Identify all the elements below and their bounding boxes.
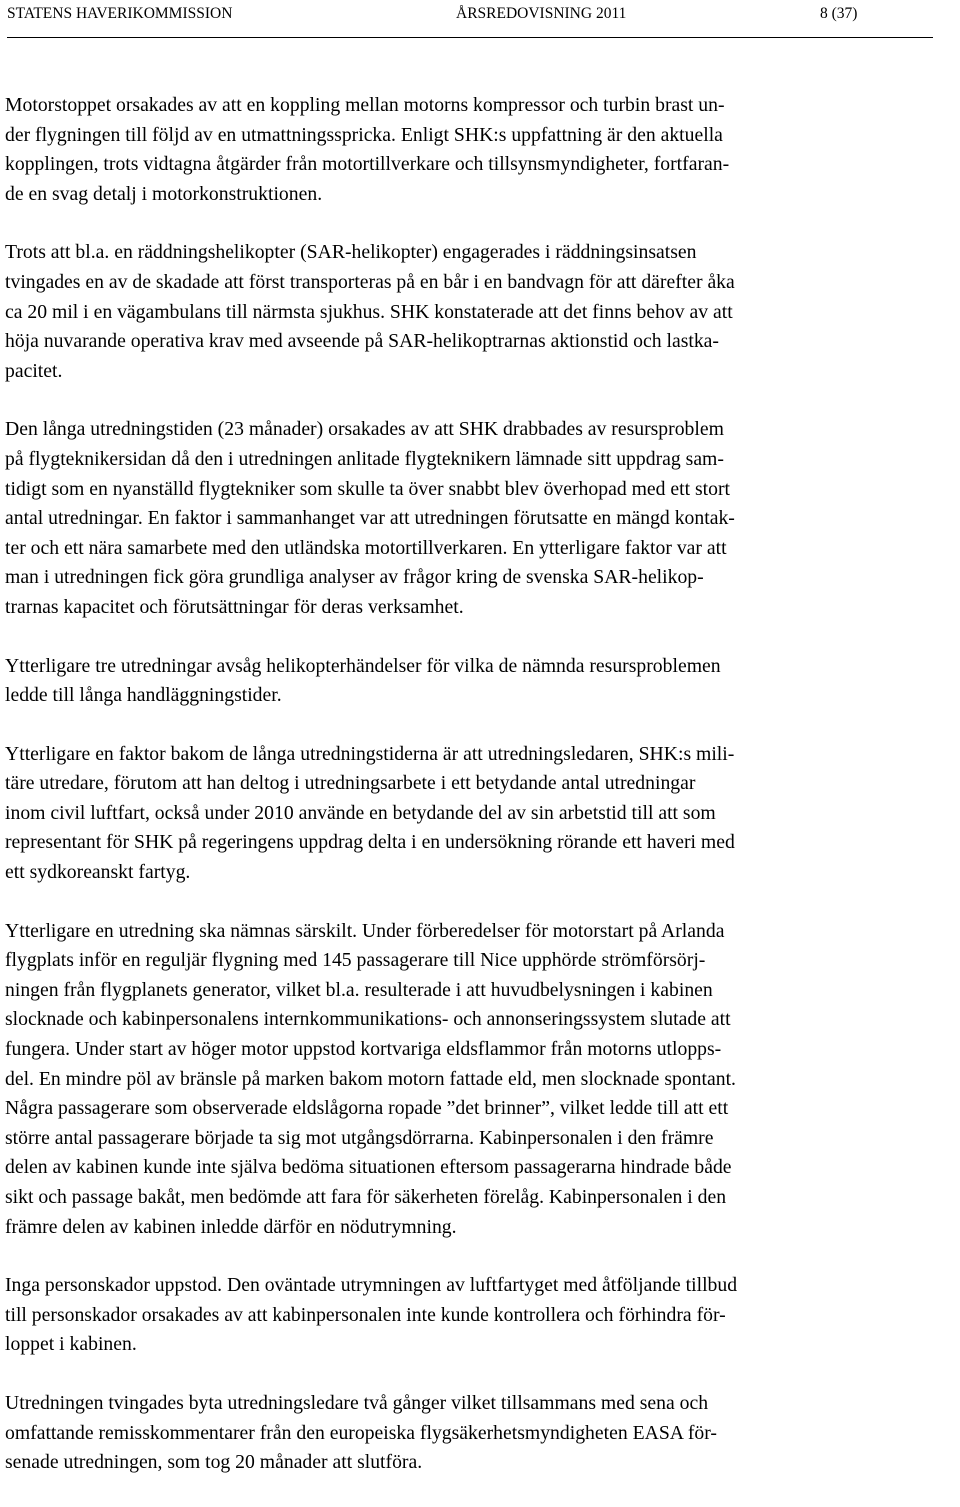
text-line: Ytterligare tre utredningar avsåg helikopterhändelser för vilka de nämnda resursproblemen	[5, 654, 721, 677]
text-line: Trots att bl.a. en räddningshelikopter (SAR-helikopter) engagerades i räddningsinsatsen	[5, 241, 697, 264]
text-line: tidigt som en nyanställd flygtekniker som skulle ta över snabbt blev överhopad med ett stort	[5, 477, 731, 500]
text-line: Ytterligare en utredning ska nämnas särskilt. Under förberedelser för motorstart på Arlanda	[5, 919, 725, 942]
text-line: ningen från flygplanets generator, vilket bl.a. resulterade i att huvudbelysningen i kabinen	[5, 978, 713, 1001]
text-line: der flygningen till följd av en utmattningsspricka. Enligt SHK:s uppfattning är den aktuella	[5, 123, 723, 146]
text-line: inom civil luftfart, också under 2010 använde en betydande del av sin arbetstid till att som	[5, 801, 716, 824]
paragraph	[5, 652, 955, 711]
text-line: tvingades en av de skadade att först transporteras på en bår i en bandvagn för att därefter åka	[5, 270, 735, 293]
text-line: fungera. Under start av höger motor uppstod kortvariga eldsflammor från motorns utlopps-	[5, 1038, 722, 1061]
text-line: loppet i kabinen.	[5, 1333, 137, 1356]
paragraph	[5, 740, 955, 888]
text-line: ledde till långa handläggningstider.	[5, 684, 282, 707]
text-line: ett sydkoreanskt fartyg.	[5, 861, 191, 884]
text-line: Några passagerare som observerade eldslågorna ropade ”det brinner”, vilket ledde till att ett	[5, 1097, 729, 1120]
text-line: sikt och passage bakåt, men bedömde att fara för säkerheten förelåg. Kabinpersonalen i den	[5, 1186, 727, 1208]
text-line: trarnas kapacitet och förutsättningar för deras verksamhet.	[5, 595, 464, 618]
paragraph	[5, 91, 955, 209]
text-line: man i utredningen fick göra grundliga analyser av frågor kring de svenska SAR-helikop-	[5, 566, 704, 589]
text-line: Motorstoppet orsakades av att en koppling mellan motorns kompressor och turbin brast un-	[5, 94, 725, 116]
text-line: delen av kabinen kunde inte själva bedöma situationen eftersom passagerarna hindrade både	[5, 1156, 732, 1179]
text-line: pacitet.	[5, 359, 63, 382]
text-line: till personskador orsakades av att kabinpersonalen inte kunde kontrollera och förhindra för-	[5, 1303, 726, 1326]
paragraph	[5, 238, 955, 386]
text-line: Utredningen tvingades byta utredningsledare två gånger vilket tillsammans med sena och	[5, 1391, 709, 1414]
page-header	[7, 4, 933, 26]
text-line: Inga personskador uppstod. Den oväntade utrymningen av luftfartyget med åtföljande tillbud	[5, 1274, 738, 1297]
text-line: antal utredningar. En faktor i sammanhanget var att utredningen förutsatte en mängd kontak-	[5, 507, 735, 530]
paragraph	[5, 917, 955, 1243]
text-line: ca 20 mil i en vägambulans till närmsta sjukhus. SHK konstaterade att det finns behov av att	[5, 300, 733, 323]
text-line: främre delen av kabinen inledde därför en nödutrymning.	[5, 1215, 457, 1238]
text-line: höja nuvarande operativa krav med avseende på SAR-helikoptrarnas aktionstid och lastka-	[5, 330, 719, 353]
header-divider	[7, 37, 933, 38]
text-line: de en svag detalj i motorkonstruktionen.	[5, 182, 323, 205]
text-line: representant för SHK på regeringens uppdrag delta i en undersökning rörande ett haveri med	[5, 831, 735, 854]
text-line: kopplingen, trots vidtagna åtgärder från motortillverkare och tillsynsmyndigheter, fortfaran-	[5, 153, 730, 176]
header-page-number: 8 (37)	[820, 5, 858, 22]
text-line: del. En mindre pöl av bränsle på marken bakom motorn fattade eld, men slocknade spontant.	[5, 1067, 736, 1090]
paragraph	[5, 1389, 955, 1478]
text-line: slocknade och kabinpersonalens internkommunikations- och annonseringssystem slutade att	[5, 1008, 731, 1031]
text-line: omfattande remisskommentarer från den europeiska flygsäkerhetsmyndigheten EASA för-	[5, 1421, 717, 1444]
text-line: ter och ett nära samarbete med den utländska motortillverkaren. En ytterligare faktor var att	[5, 536, 727, 559]
paragraph	[5, 1271, 955, 1360]
document-body	[5, 91, 955, 1507]
text-line: Den långa utredningstiden (23 månader) orsakades av att SHK drabbades av resursproblem	[5, 418, 724, 441]
header-organization: STATENS HAVERIKOMMISSION	[7, 5, 233, 22]
text-line: täre utredare, förutom att han deltog i utredningsarbete i ett betydande antal utredningar	[5, 772, 696, 795]
text-line: flygplats inför en reguljär flygning med 145 passagerare till Nice upphörde strömförsörj-	[5, 949, 706, 972]
text-line: på flygteknikersidan då den i utredningen anlitade flygteknikern lämnade sitt uppdrag sam-	[5, 447, 724, 470]
paragraph	[5, 415, 955, 622]
header-report-title: ÅRSREDOVISNING 2011	[456, 5, 627, 22]
text-line: senade utredningen, som tog 20 månader att slutföra.	[5, 1451, 423, 1474]
text-line: större antal passagerare började ta sig mot utgångsdörrarna. Kabinpersonalen i den främre	[5, 1126, 714, 1149]
text-line: Ytterligare en faktor bakom de långa utredningstiderna är att utredningsledaren, SHK:s mili-	[5, 742, 735, 765]
